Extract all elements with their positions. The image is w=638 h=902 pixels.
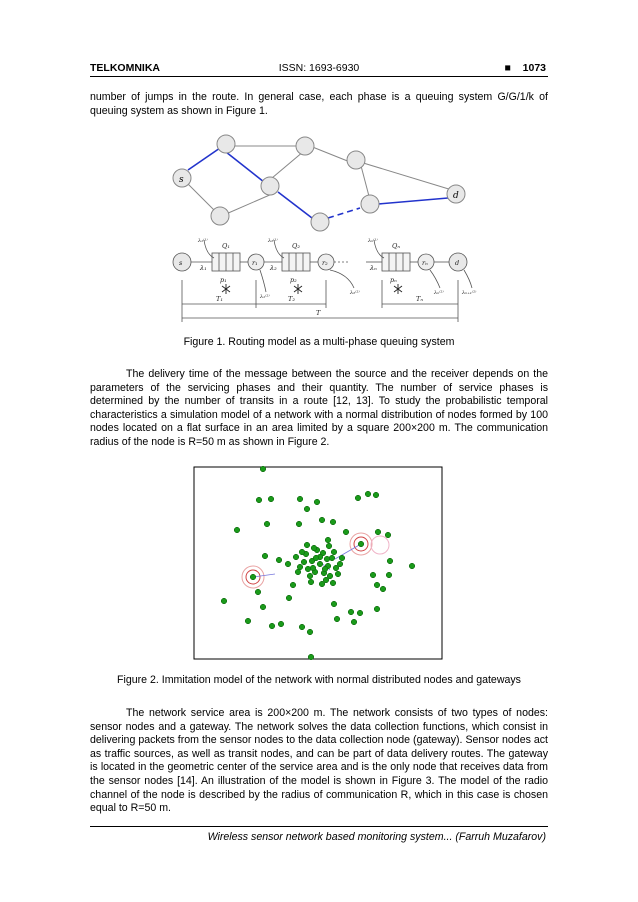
sensor-node — [319, 517, 325, 523]
figure-2-caption: Figure 2. Immitation model of the network with normal distributed nodes and gateways — [117, 674, 521, 686]
sensor-node — [262, 553, 268, 559]
sensor-node — [324, 556, 330, 562]
out2-label: λ₂⁽²⁾ — [350, 290, 360, 296]
p1-label: p₁ — [220, 276, 227, 284]
sensor-node — [255, 589, 261, 595]
sensor-node — [221, 598, 227, 604]
sensor-node — [370, 572, 376, 578]
sensor-node — [299, 624, 305, 630]
sensor-node — [355, 495, 361, 501]
sensor-node — [343, 529, 349, 535]
sensor-node — [256, 497, 262, 503]
route-edges — [188, 148, 448, 218]
sensor-node — [278, 621, 284, 627]
sensor-node — [304, 506, 310, 512]
footer-rule — [90, 826, 548, 827]
node-d-label: d — [453, 191, 459, 201]
graph-edges — [182, 146, 452, 214]
sensor-node — [301, 559, 307, 565]
sensor-node — [293, 554, 299, 560]
sensor-node — [269, 623, 275, 629]
sensor-node — [331, 601, 337, 607]
page-number — [505, 62, 546, 74]
sensor-node — [375, 529, 381, 535]
out1-label: λ₁⁽²⁾ — [260, 294, 270, 300]
sensor-node — [276, 557, 282, 563]
sensor-node — [260, 604, 266, 610]
sensor-node — [299, 549, 305, 555]
ln-label: λₙ — [370, 264, 377, 272]
sensor-node — [380, 586, 386, 592]
page-number-value: 1073 — [522, 62, 546, 74]
sensor-node — [387, 558, 393, 564]
outd-label: λₙ₊₁⁽²⁾ — [462, 290, 477, 296]
sensor-node — [365, 491, 371, 497]
header-rule — [90, 76, 548, 77]
sensor-node — [409, 563, 415, 569]
sensor-node — [286, 595, 292, 601]
p2-label: p₂ — [290, 276, 297, 284]
in1-label: λ₁⁽¹⁾ — [198, 238, 208, 244]
sensor-node — [330, 580, 336, 586]
issn: ISSN: 1693-6930 — [278, 62, 360, 74]
sensor-node — [295, 569, 301, 575]
sensor-node — [351, 619, 357, 625]
sensor-node — [307, 629, 313, 635]
page-marker-icon: ■ — [504, 62, 511, 74]
outn-label: λₙ⁽²⁾ — [434, 290, 444, 296]
sensor-node — [311, 545, 317, 551]
figure-1-diagram — [160, 132, 480, 332]
paragraph-3: The network service area is 200×200 m. The network consists of two types of nodes: sensor nodes and a gateway. The network solves the data collection functions, which consist in delivering packets from the sensor nodes to the data collection node (gateway). Sensor nodes act as traffic sources, as well as transit nodes, and can be part of data delivery routes. The gateway is located in the geometric center of the service area and is the only node that receives data from the sensor nodes [14]. An illustration of the model is shown in Figure 3. The model of the radio channel of the node is described by the radius of communication R, which in this case is chosen equal to R=50 m. — [90, 707, 548, 815]
in2-label: λ₂⁽¹⁾ — [268, 238, 278, 244]
sensor-node — [385, 532, 391, 538]
sensor-node — [314, 499, 320, 505]
paragraph-1: number of jumps in the route. In general case, each phase is a queuing system G/G/1/k of queuing system as shown in Figure 1. — [90, 91, 548, 117]
sensor-node — [348, 609, 354, 615]
sensor-node — [317, 561, 323, 567]
paragraph-2: The delivery time of the message between the source and the receiver depends on the parameters of the servicing phases and their quantity. The number of service phases is determined by the number of transits in a route [12, 13]. To study the probabilistic temporal characteristics a simulation model of a network with a normal distribution of nodes formed by 100 nodes located on a flat surface in an area limited by a square 200×200 m. The communication radius of the node is R=50 m as shown in Figure 2. — [90, 368, 548, 448]
sensor-node — [250, 574, 256, 580]
figure-2-network — [190, 462, 446, 662]
sensor-node — [373, 492, 379, 498]
sensor-node — [264, 521, 270, 527]
sensor-node — [234, 527, 240, 533]
queue-d-label: d — [455, 259, 460, 267]
sensor-node — [337, 561, 343, 567]
sensor-node — [305, 566, 311, 572]
sensor-node — [310, 565, 316, 571]
q2-label: Q₂ — [292, 242, 300, 250]
sensor-node — [319, 581, 325, 587]
sensor-node — [304, 542, 310, 548]
sensor-node — [290, 582, 296, 588]
sensor-node — [285, 561, 291, 567]
sensor-node — [386, 572, 392, 578]
inn-label: λₙ⁽¹⁾ — [368, 238, 378, 244]
sensor-node — [358, 541, 364, 547]
sensor-node — [297, 496, 303, 502]
sensor-node — [339, 555, 345, 561]
sensor-node — [331, 549, 337, 555]
sensor-node — [334, 616, 340, 622]
sensor-node — [245, 618, 251, 624]
sensor-node — [357, 610, 363, 616]
t2-label: T₂ — [288, 295, 295, 303]
sensor-node — [260, 466, 266, 472]
sensor-node — [326, 543, 332, 549]
queue-chain — [173, 240, 472, 322]
sensor-node — [268, 496, 274, 502]
sensor-node — [308, 579, 314, 585]
queue-s-label: s — [179, 259, 183, 267]
sensor-node — [374, 606, 380, 612]
footer-text: Wireless sensor network based monitoring system... (Farruh Muzafarov) — [207, 831, 546, 843]
sensor-node — [325, 537, 331, 543]
sensor-node — [322, 566, 328, 572]
sensor-node — [335, 571, 341, 577]
pn-label: pₙ — [390, 276, 397, 284]
sensor-node — [313, 555, 319, 561]
figure-1-caption: Figure 1. Routing model as a multi-phase queuing system — [183, 336, 455, 348]
node-s-label: s — [179, 175, 184, 185]
r1-label: r₁ — [252, 259, 258, 267]
sensor-node — [296, 521, 302, 527]
q1-label: Q₁ — [222, 242, 230, 250]
qn-label: Qₙ — [392, 242, 400, 250]
sensor-node — [307, 573, 313, 579]
tn-label: Tₙ — [416, 295, 423, 303]
journal-name: TELKOMNIKA — [90, 62, 160, 74]
server-icons — [222, 284, 402, 294]
r2-label: r₂ — [322, 259, 328, 267]
l2-label: λ₂ — [270, 264, 277, 272]
sensor-node — [330, 519, 336, 525]
t-total-label: T — [316, 309, 321, 317]
t1-label: T₁ — [216, 295, 223, 303]
sensor-node — [329, 555, 335, 561]
rn-label: rₙ — [422, 259, 428, 267]
sensor-node — [308, 654, 314, 660]
l1-label: λ₁ — [200, 264, 207, 272]
sensor-node — [374, 582, 380, 588]
